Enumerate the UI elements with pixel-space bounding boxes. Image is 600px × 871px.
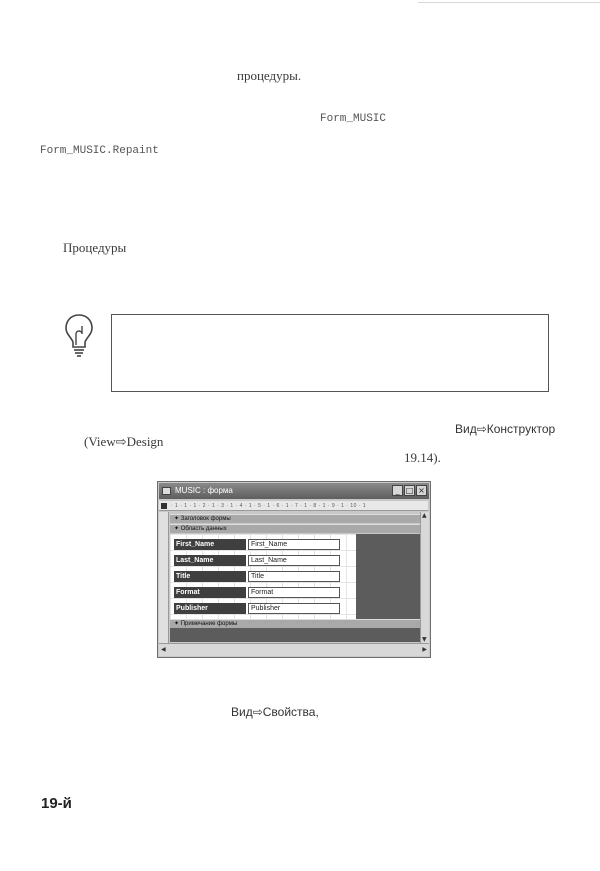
top-rule — [418, 2, 600, 3]
lightbulb-icon — [63, 312, 95, 358]
code-form-music-repaint: Form_MUSIC.Repaint — [40, 145, 159, 157]
section-arrow-icon: ✦ — [174, 526, 181, 532]
label-last-name[interactable]: Last_Name — [174, 555, 246, 566]
field-last-name[interactable]: Last_Name — [248, 555, 340, 566]
vertical-ruler — [159, 512, 169, 643]
chapter-label: 19-й — [41, 795, 72, 812]
field-first-name[interactable]: First_Name — [248, 539, 340, 550]
form-header-label: Заголовок формы — [180, 516, 231, 522]
form-footer-section[interactable] — [170, 619, 420, 628]
horizontal-scrollbar[interactable] — [159, 643, 429, 656]
form-icon — [162, 487, 171, 495]
detail-section-label: Область данных — [180, 526, 227, 532]
field-title[interactable]: Title — [248, 571, 340, 582]
minimize-button[interactable]: _ — [392, 485, 403, 496]
menu-path-design: Вид⇨Конструктор — [455, 422, 556, 436]
scroll-left-icon[interactable]: ◀ — [161, 646, 166, 653]
section-heading: Процедуры — [63, 240, 127, 255]
section-arrow-icon: ✦ — [174, 621, 181, 627]
field-format[interactable]: Format — [248, 587, 340, 598]
text-view-design: (View⇨Design — [84, 434, 164, 449]
label-first-name[interactable]: First_Name — [174, 539, 246, 550]
field-publisher[interactable]: Publisher — [248, 603, 340, 614]
scroll-down-icon[interactable]: ▼ — [422, 636, 427, 643]
tip-box — [111, 314, 549, 392]
scroll-right-icon[interactable]: ▶ — [422, 646, 427, 653]
scroll-up-icon[interactable]: ▲ — [422, 512, 427, 519]
form-design-window — [157, 481, 431, 658]
horizontal-ruler: · 1 · 1 · 1 · 2 · 1 · 3 · 1 · 4 · 1 · 5 · 1 · 6 · 1 · 7 · 1 · 8 · 1 · 9 · 1 · 10 · 1 — [159, 501, 428, 511]
code-form-music: Form_MUSIC — [320, 113, 387, 125]
form-selector[interactable] — [161, 503, 167, 509]
window-title-bar[interactable] — [159, 483, 429, 499]
close-button[interactable]: × — [416, 485, 427, 496]
figure-reference: 19.14). — [404, 450, 441, 465]
section-arrow-icon: ✦ — [174, 516, 181, 522]
vertical-scrollbar[interactable] — [420, 512, 429, 643]
detail-area — [170, 534, 420, 619]
label-format[interactable]: Format — [174, 587, 246, 598]
label-title[interactable]: Title — [174, 571, 246, 582]
menu-path-properties: Вид⇨Свойства, — [231, 705, 319, 719]
form-header-section[interactable] — [170, 514, 420, 523]
maximize-button[interactable]: □ — [405, 486, 414, 495]
detail-section-bar[interactable] — [170, 524, 420, 533]
footer-area — [170, 628, 420, 642]
form-footer-label: Примечание формы — [180, 621, 238, 627]
window-title: MUSIC : форма — [175, 486, 233, 495]
label-publisher[interactable]: Publisher — [174, 603, 246, 614]
detail-empty-area — [356, 534, 420, 619]
text-procedures-line: процедуры. — [237, 68, 302, 83]
